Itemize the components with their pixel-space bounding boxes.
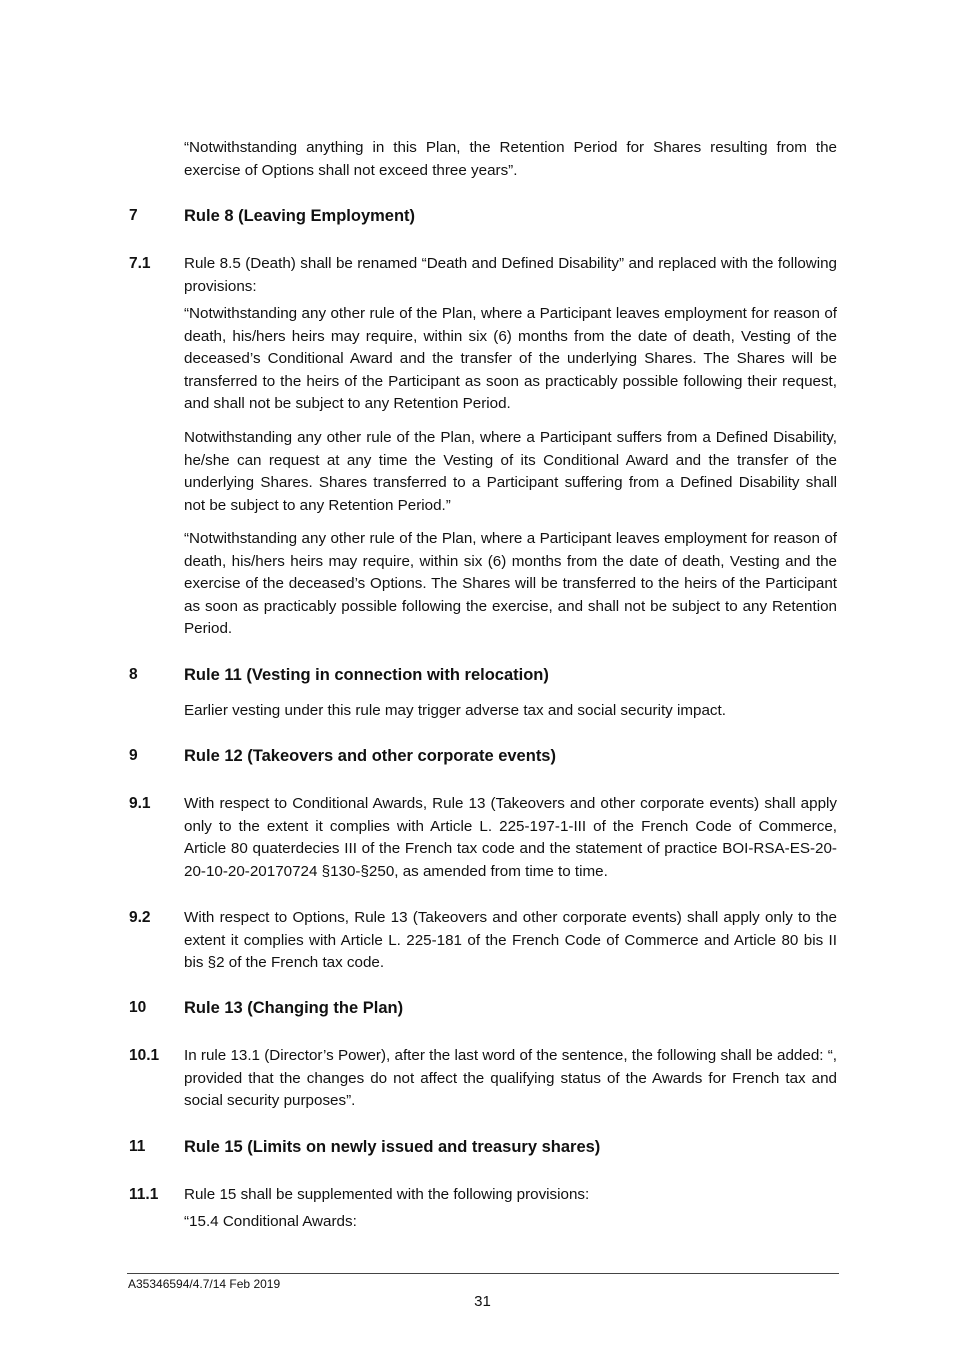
section-11-number: 11: [129, 1138, 146, 1155]
section-9-title: Rule 12 (Takeovers and other corporate events): [184, 747, 556, 765]
section-7-title: Rule 8 (Leaving Employment): [184, 207, 416, 225]
clause-11-1-text: Rule 15 shall be supplemented with the following provisions:: [184, 1186, 590, 1203]
clause-7-1-lead: Rule 8.5 (Death) shall be renamed “Death and Defined Disability” and replaced with the following provisions:: [184, 255, 837, 295]
section-8-title: Rule 11 (Vesting in connection with relocation): [184, 666, 549, 684]
clause-7-1-paragraph-2: Notwithstanding any other rule of the Plan, where a Participant suffers from a Defined Disability, he/she can request at any time the Vesting of its Conditional Award and the transfer of the underlying Shares. Shares transferred to a Participant suffering from a Defined Disability shall not be subject to any Retention Period.”: [184, 429, 837, 514]
section-10-number: 10: [129, 999, 147, 1016]
clause-9-1-number: 9.1: [129, 795, 151, 812]
clause-9-2-text: With respect to Options, Rule 13 (Takeovers and other corporate events) shall apply only to the extent it complies with Article L. 225-181 of the French Code of Commerce and Article 80 bis II bis §2 of the French tax code.: [184, 909, 837, 972]
intro-quote: “Notwithstanding anything in this Plan, the Retention Period for Shares resulting from the exercise of Options shall not exceed three years”.: [184, 139, 837, 179]
clause-11-1-number: 11.1: [129, 1186, 159, 1203]
clause-7-1-paragraph-1: “Notwithstanding any other rule of the Plan, where a Participant leaves employment for reason of death, his/hers heirs may require, within six (6) months from the date of death, Vesting of the deceased’s Conditional Award and the transfer of the underlying Shares. The Shares will be transferred to the heirs of the Participant as soon as practicably possible following their request, and shall not be subject to any Retention Period.: [184, 305, 837, 413]
section-9-number: 9: [129, 747, 138, 764]
page-number: 31: [474, 1293, 491, 1310]
clause-9-2-number: 9.2: [129, 909, 151, 926]
clause-9-1-text: With respect to Conditional Awards, Rule 13 (Takeovers and other corporate events) shall apply only to the extent it complies with Article L. 225-197-1-III of the French Code of Commerce, Article 80 quaterdecies III of the French tax code and the statement of practice BOI-RSA-ES-20-20-10-20-20170724 §130-§250, as amended from time to time.: [184, 795, 837, 880]
section-8-text: Earlier vesting under this rule may trigger adverse tax and social security impact.: [184, 702, 726, 719]
section-11-title: Rule 15 (Limits on newly issued and treasury shares): [184, 1138, 601, 1156]
clause-7-1-paragraph-3: “Notwithstanding any other rule of the Plan, where a Participant leaves employment for reason of death, his/hers heirs may require, within six (6) months from the date of death, Vesting and the exercise of the deceased’s Options. The Shares will be transferred to the heirs of the Participant as soon as practicably possible following the exercise, and shall not be subject to any Retention Period.: [184, 530, 837, 638]
clause-7-1-number: 7.1: [129, 255, 151, 272]
clause-11-1-subheading: “15.4 Conditional Awards:: [184, 1213, 357, 1230]
footer-divider: [127, 1273, 839, 1274]
footer-document-reference: A35346594/4.7/14 Feb 2019: [128, 1277, 281, 1291]
section-7-number: 7: [129, 207, 138, 224]
section-10-title: Rule 13 (Changing the Plan): [184, 999, 404, 1017]
clause-10-1-text: In rule 13.1 (Director’s Power), after the last word of the sentence, the following shall be added: “, provided that the changes do not affect the qualifying status of the Awards for French tax and social security purposes”.: [184, 1047, 837, 1110]
clause-10-1-number: 10.1: [129, 1047, 160, 1064]
section-8-number: 8: [129, 666, 138, 683]
